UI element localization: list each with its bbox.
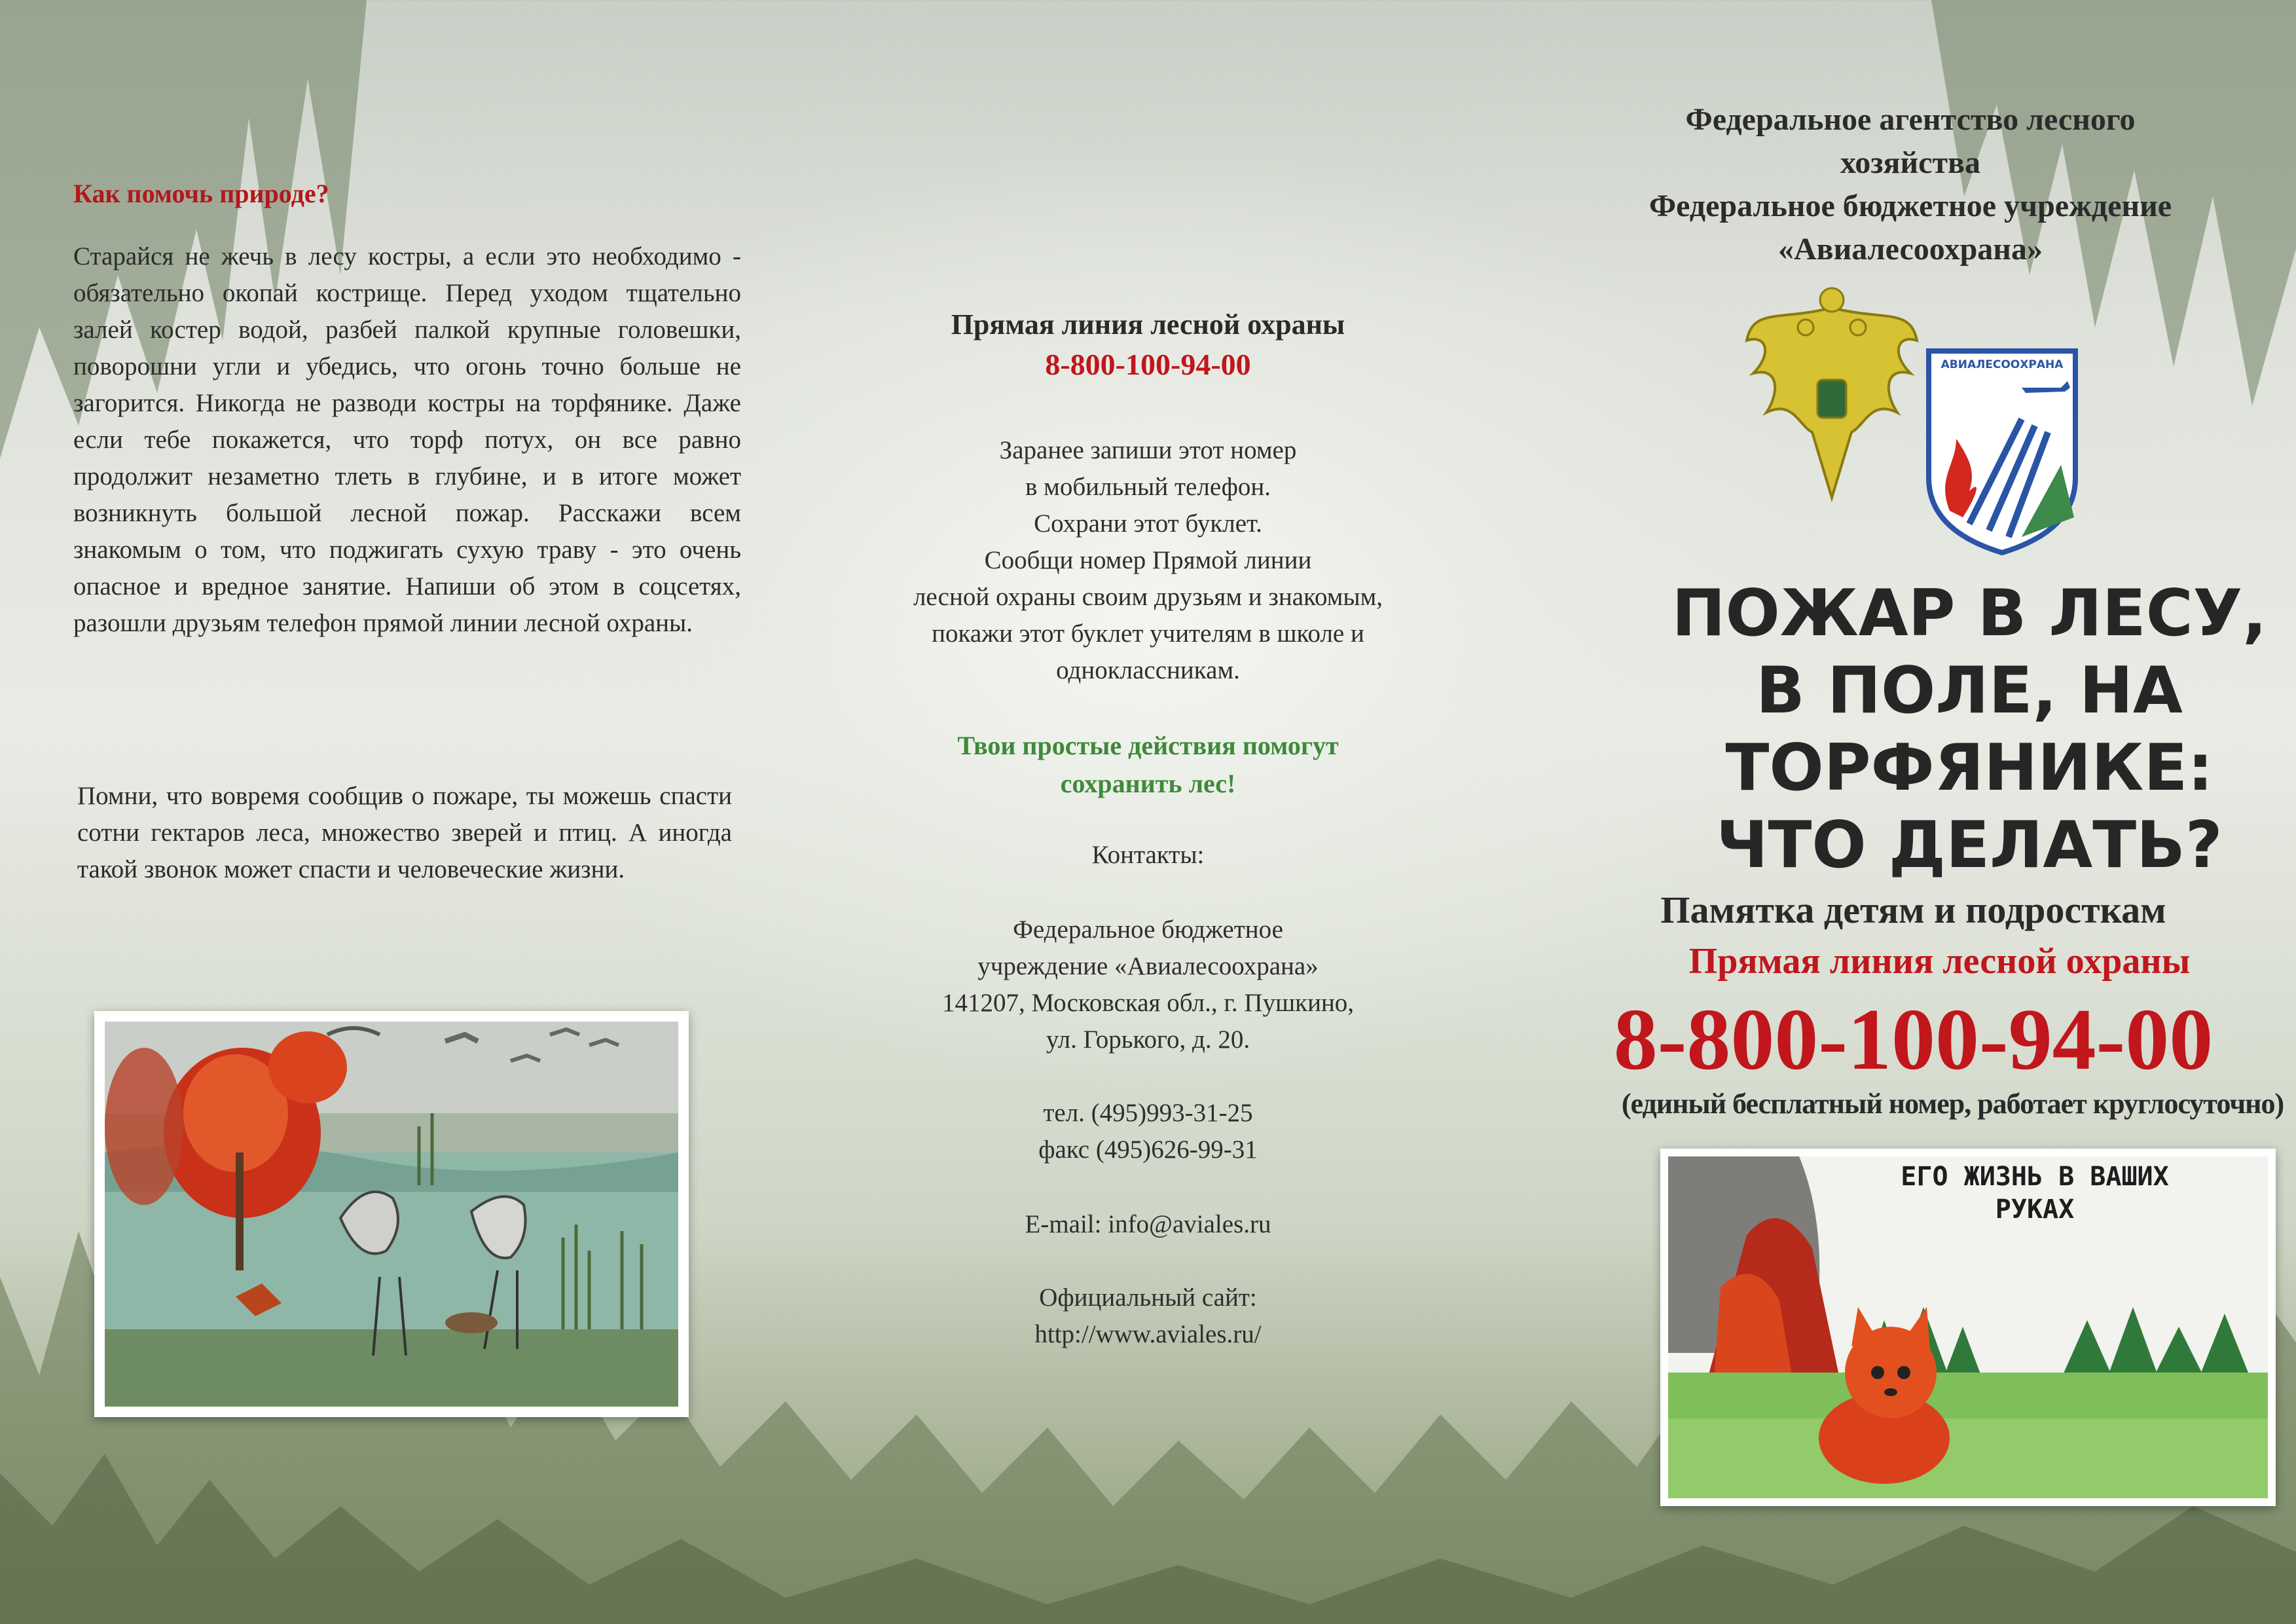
- save-forest-slogan: [765, 727, 1531, 803]
- advice-block: [765, 432, 1531, 689]
- advice-line: в мобильный телефон.: [1025, 473, 1271, 501]
- cranes-drawing-art: [105, 1022, 678, 1407]
- logo-text: АВИАЛЕСООХРАНА: [1941, 358, 2064, 371]
- advice-line: Сообщи номер Прямой линии: [984, 546, 1312, 574]
- advice-line: Заранее запиши этот номер: [999, 436, 1297, 464]
- main-title-line: ТОРФЯНИКЕ:: [1725, 731, 2214, 805]
- advice-line: одноклассникам.: [1056, 656, 1240, 684]
- fox-drawing-art: [1668, 1156, 2268, 1498]
- middle-panel: [765, 0, 1531, 1624]
- avialesookhrana-logo: [1923, 347, 2081, 557]
- site-block: [765, 1280, 1531, 1353]
- double-headed-eagle-emblem-icon: [1740, 282, 1923, 517]
- advice-line: покажи этот буклет учителям в школе и: [932, 619, 1364, 648]
- org-line: Федеральное агентство лесного: [1685, 102, 2136, 137]
- address-line: ул. Горького, д. 20.: [1046, 1025, 1250, 1054]
- hotline-phone: 8-800-100-94-00: [1045, 348, 1251, 381]
- fire-safety-advice-text: Старайся не жечь в лесу костры, а если это необходимо - обязательно окопай кострище. Перед уходом тщательно залей костер водой, разбей палкой крупные головешки, поворошни угли и убедись, что огонь точно больше не загорится. Никогда не разводи костры на торфянике. Даже если тебе покажется, что торф потух, он все равно продолжит незаметно тлеть в глубине, и в итоге может возникнуть большой лесной пожар. Расскажи всем знакомым о том, что поджигать сухую траву - это очень опасное и вредное занятие. Напиши об этом в соцсетях, разошли друзьям телефон прямой линии лесной охраны.: [73, 242, 741, 637]
- drawing-caption-line: РУКАХ: [1995, 1194, 2075, 1225]
- email-line[interactable]: E-mail: info@aviales.ru: [1025, 1210, 1271, 1238]
- organization-header: [1531, 98, 2290, 271]
- site-link[interactable]: http://www.aviales.ru/: [1034, 1320, 1262, 1348]
- fox-drawing: [1660, 1149, 2276, 1506]
- address-block: [765, 912, 1531, 1058]
- cranes-drawing: [94, 1011, 689, 1417]
- phone-note: (единый бесплатный номер, работает круглосуточно): [1621, 1088, 2284, 1120]
- advice-line: Сохрани этот буклет.: [1034, 509, 1262, 538]
- main-title-line: ПОЖАР В ЛЕСУ,: [1671, 576, 2267, 651]
- address-line: учреждение «Авиалесоохрана»: [977, 952, 1319, 980]
- contacts-label: Контакты:: [1091, 841, 1205, 869]
- hotline-label: Прямая линия лесной охраны: [1688, 941, 2191, 982]
- hotline-phone-large: 8-800-100-94-00: [1613, 991, 2214, 1088]
- address-line: 141207, Московская обл., г. Пушкино,: [941, 989, 1355, 1017]
- slogan-line: Твои простые действия помогут: [957, 731, 1339, 760]
- org-line: «Авиалесоохрана»: [1778, 232, 2043, 267]
- slogan-line: сохранить лес!: [1060, 769, 1236, 798]
- advice-line: лесной охраны своим друзьям и знакомым,: [913, 583, 1383, 611]
- help-nature-heading: Как помочь природе?: [73, 179, 329, 208]
- site-label: Официальный сайт:: [1039, 1283, 1257, 1312]
- main-title-line: ЧТО ДЕЛАТЬ?: [1716, 808, 2223, 883]
- main-title: [1649, 575, 2290, 884]
- hotline-title: Прямая линия лесной охраны: [951, 308, 1345, 341]
- fax-line: факс (495)626-99-31: [1038, 1135, 1258, 1164]
- remember-text: Помни, что вовремя сообщив о пожаре, ты можешь спасти сотни гектаров леса, множество зверей и птиц. А иногда такой звонок может спасти и человеческие жизни.: [77, 782, 732, 883]
- org-line: Федеральное бюджетное учреждение: [1649, 189, 2172, 223]
- left-panel: [0, 0, 765, 1624]
- subtitle: Памятка детям и подросткам: [1660, 889, 2166, 931]
- phone-fax-block: [765, 1095, 1531, 1168]
- org-line: хозяйства: [1840, 145, 1980, 180]
- address-line: Федеральное бюджетное: [1013, 915, 1283, 944]
- drawing-caption-line: ЕГО ЖИЗНЬ В ВАШИХ: [1901, 1162, 2169, 1192]
- tel-line: тел. (495)993-31-25: [1043, 1099, 1253, 1127]
- main-title-line: В ПОЛЕ, НА: [1756, 654, 2183, 728]
- right-panel: [1531, 0, 2296, 1624]
